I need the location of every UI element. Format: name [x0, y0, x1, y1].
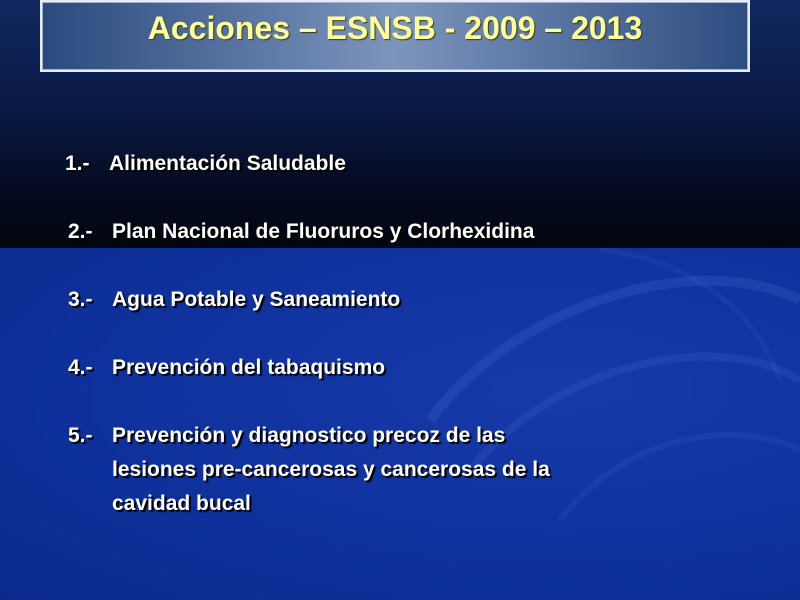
list-item	[65, 147, 346, 181]
item-text: Agua Potable y Saneamiento	[112, 288, 401, 311]
item-number: 1.-	[65, 152, 90, 175]
list-item	[68, 351, 385, 385]
item-text-continued: cavidad bucal	[112, 492, 251, 515]
list-item	[68, 215, 534, 249]
list-item	[68, 419, 550, 521]
item-text: Prevención y diagnostico precoz de las	[112, 424, 506, 447]
item-text-continued: lesiones pre-cancerosas y cancerosas de la	[112, 458, 550, 481]
item-number: 2.-	[68, 220, 93, 243]
item-number: 5.-	[68, 424, 93, 447]
item-text: Alimentación Saludable	[109, 152, 346, 175]
list-item	[68, 283, 400, 317]
item-text: Plan Nacional de Fluoruros y Clorhexidina	[112, 220, 535, 243]
item-text: Prevención del tabaquismo	[112, 356, 386, 379]
slide-title: Acciones – ESNSB - 2009 – 2013	[147, 10, 643, 46]
item-number: 3.-	[68, 288, 93, 311]
title-box	[40, 0, 750, 72]
item-number: 4.-	[68, 356, 93, 379]
